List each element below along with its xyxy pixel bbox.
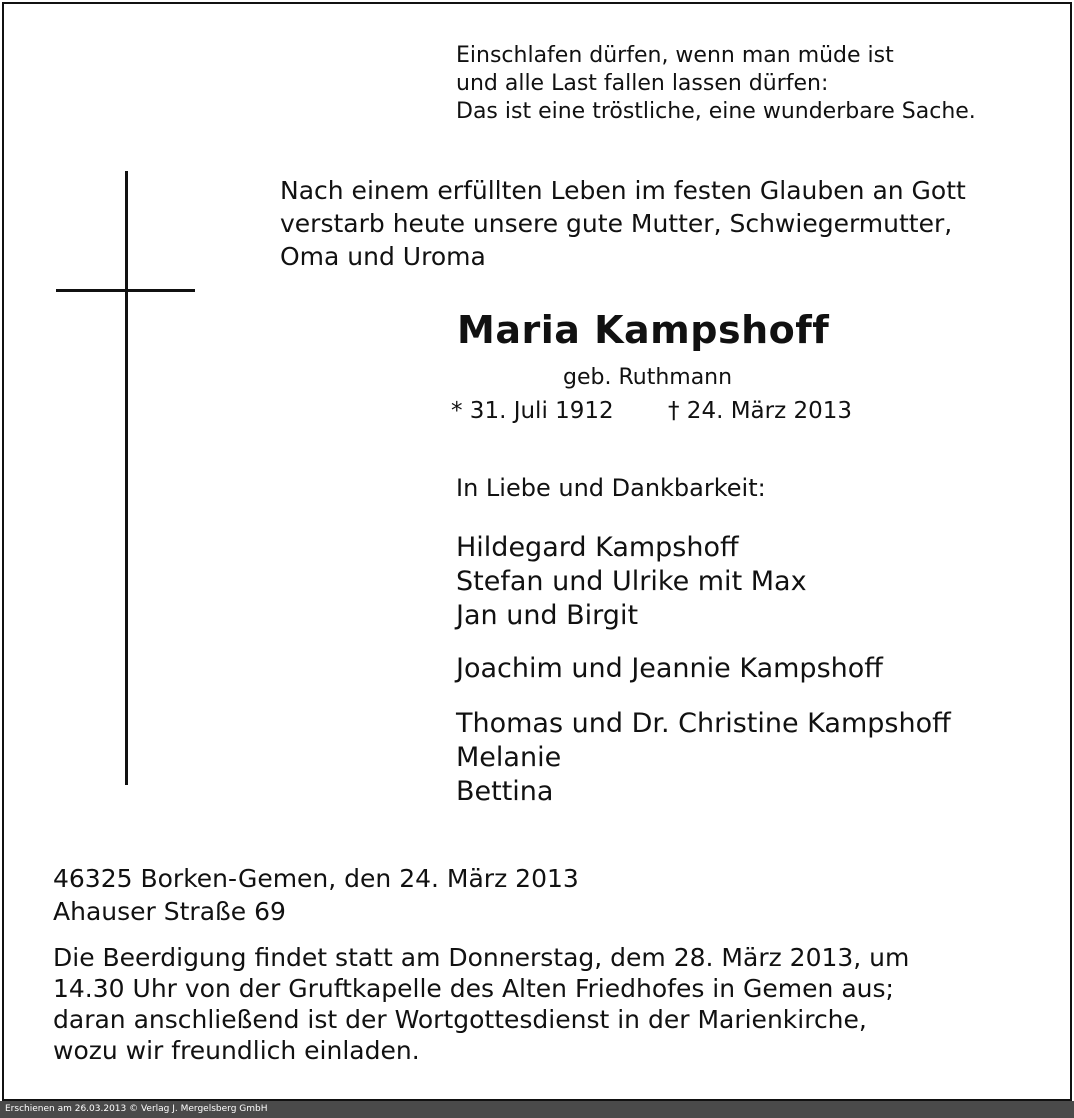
deceased-name: Maria Kampshoff (457, 308, 830, 352)
cross-horizontal-bar (56, 289, 195, 292)
funeral-info (53, 942, 909, 1066)
cross-vertical-bar (125, 171, 128, 785)
mourner-group (456, 531, 807, 633)
funeral-line: 14.30 Uhr von der Gruftkapelle des Alten Friedhofes in Gemen aus; (53, 974, 894, 1003)
funeral-line: daran anschließend ist der Wortgottesdienst in der Marienkirche, (53, 1005, 867, 1034)
motto-verse (456, 42, 976, 126)
mourner-group (456, 652, 883, 686)
intro-line: verstarb heute unsere gute Mutter, Schwiegermutter, (280, 209, 953, 238)
intro-text (280, 174, 966, 273)
publication-footer (0, 1101, 1074, 1118)
address-line: Ahauser Straße 69 (53, 897, 286, 926)
publication-credit: Erschienen am 26.03.2013 © Verlag J. Mergelsberg GmbH (5, 1104, 268, 1114)
mourner-name: Melanie (456, 742, 562, 773)
address-block (53, 862, 579, 928)
mourner-name: Thomas und Dr. Christine Kampshoff (456, 708, 951, 739)
mourner-name: Bettina (456, 776, 554, 807)
intro-line: Oma und Uroma (280, 242, 486, 271)
funeral-line: wozu wir freundlich einladen. (53, 1036, 420, 1065)
mourner-name: Stefan und Ulrike mit Max (456, 566, 807, 597)
motto-line: Einschlafen dürfen, wenn man müde ist (456, 43, 894, 68)
birth-name: geb. Ruthmann (563, 365, 733, 390)
mourner-group (456, 707, 951, 809)
address-line: 46325 Borken-Gemen, den 24. März 2013 (53, 864, 579, 893)
death-date: † 24. März 2013 (668, 398, 853, 424)
intro-line: Nach einem erfüllten Leben im festen Glauben an Gott (280, 176, 966, 205)
mourner-name: Joachim und Jeannie Kampshoff (456, 653, 883, 684)
mourner-name: Hildegard Kampshoff (456, 532, 739, 563)
birth-date: * 31. Juli 1912 (451, 398, 614, 424)
mourner-name: Jan und Birgit (456, 600, 639, 631)
funeral-line: Die Beerdigung findet statt am Donnerstag, dem 28. März 2013, um (53, 943, 910, 972)
mourners-intro: In Liebe und Dankbarkeit: (456, 474, 766, 502)
motto-line: und alle Last fallen lassen dürfen: (456, 71, 829, 96)
obituary-notice (2, 2, 1072, 1101)
motto-line: Das ist eine tröstliche, eine wunderbare Sache. (456, 99, 976, 124)
